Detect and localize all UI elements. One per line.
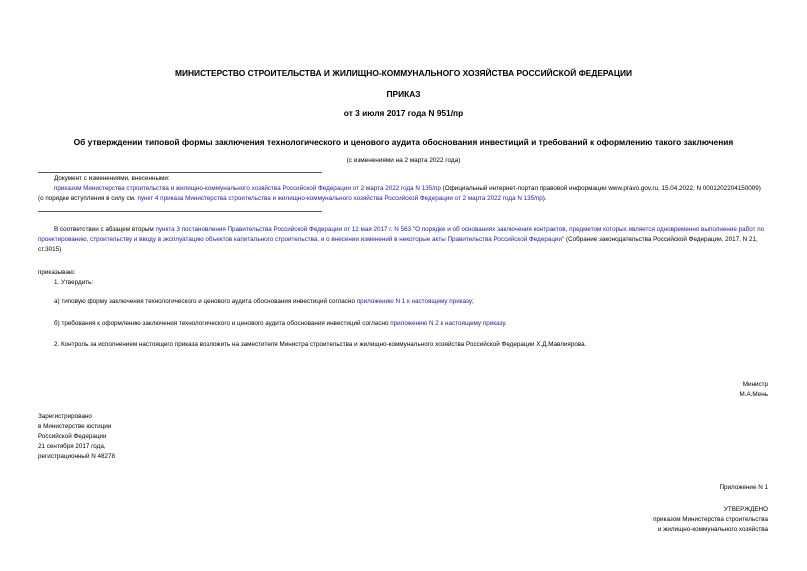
- doc-type-heading: ПРИКАЗ: [386, 89, 421, 99]
- changes-label: Документ с изменениями, внесенными:: [54, 175, 170, 182]
- item-a-text: а) типовую форму заключения технологического и ценового аудита обоснования инвестиций согласно: [54, 298, 357, 305]
- signature-position: Министр: [742, 381, 768, 388]
- registration-line-4: 21 сентября 2017 года,: [38, 443, 106, 450]
- registration-line-1: Зарегистрировано: [38, 413, 92, 420]
- appendix-2-link[interactable]: приложению N 2 к настоящему приказу: [390, 320, 505, 327]
- item-a: [54, 297, 764, 307]
- date-number: от 3 июля 2017 года N 951/пр: [343, 108, 464, 118]
- item-a-end: ;: [472, 298, 474, 305]
- changes-text-2: ).: [542, 195, 547, 203]
- document-title: Об утверждении типовой формы заключения технологического и ценового аудита обоснования инвестиций и требований к оформлению такого заключения: [73, 137, 734, 147]
- approved-label: УТВЕРЖДЕНО: [723, 506, 768, 513]
- amendments-note: (с изменениями на 2 марта 2022 года): [346, 157, 461, 164]
- ministry-heading: МИНИСТЕРСТВО СТРОИТЕЛЬСТВА И ЖИЛИЩНО-КОММУНАЛЬНОГО ХОЗЯЙСТВА РОССИЙСКОЙ ФЕДЕРАЦИИ: [175, 68, 632, 78]
- approved-by-line-1: приказом Министерства строительства: [653, 516, 768, 523]
- appendix-1-link[interactable]: приложению N 1 к настоящему приказу: [356, 298, 473, 305]
- amendment-order-link[interactable]: приказом Министерства строительства и жилищно-коммунального хозяйства Российской Федерации от 2 марта 2022 года N 135/пр: [54, 185, 441, 192]
- registration-line-2: в Министерстве юстиции: [38, 423, 112, 430]
- changes-text-1: (Официальный интернет-портал правовой информации www.pravo.gov.ru, 15.04.2022, N 0001202204150009) (о порядке вступления в силу см.: [38, 185, 761, 203]
- item-b-text: б) требования к оформлению заключения технологического и ценового аудита обоснования инвестиций согласно: [54, 320, 391, 327]
- item-b: [54, 319, 764, 329]
- government-decree-link[interactable]: пункта 3 постановления Правительства Российской Федерации от 12 мая 2017 г. N 563 "О порядке и об основаниях заключения контрактов, предметом которых является одновременно выполнение работ по проектированию, строительству и вводу в эксплуатацию объектов капитального строительства, и о внесении изменений в некоторые акты Правительства Российской Федерации": [38, 226, 765, 244]
- appendix-label: Приложение N 1: [719, 484, 768, 491]
- registration-line-3: Российской Федерации: [38, 433, 107, 440]
- entry-into-force-link[interactable]: пункт 4 приказа Министерства строительства и жилищно-коммунального хозяйства Российской Федерации от 2 марта 2022 года N 135/пр: [137, 195, 543, 203]
- item-2: 2. Контроль за исполнением настоящего приказа возложить на заместителя Министра строительства и жилищно-коммунального хозяйства Российской Федерации Х.Д.Мавлиярова.: [54, 341, 587, 348]
- approved-by-line-2: и жилищно-коммунального хозяйства: [657, 526, 768, 533]
- item-1: 1. Утвердить:: [54, 279, 94, 286]
- order-word: приказываю:: [38, 269, 76, 276]
- signature-name: М.А.Мень: [739, 391, 768, 398]
- preamble-text-2: (Собрание законодательства Российской Федерации, 2017, N 21, ст.3015): [38, 236, 758, 254]
- preamble-text-1: В соответствии с абзацем вторым: [54, 226, 156, 233]
- divider-top: [38, 172, 322, 173]
- divider-bottom: [38, 211, 322, 212]
- item-b-end: .: [504, 320, 507, 327]
- registration-line-5: регистрационный N 48278: [38, 453, 116, 460]
- preamble: [38, 225, 768, 256]
- changes-text: [38, 184, 768, 204]
